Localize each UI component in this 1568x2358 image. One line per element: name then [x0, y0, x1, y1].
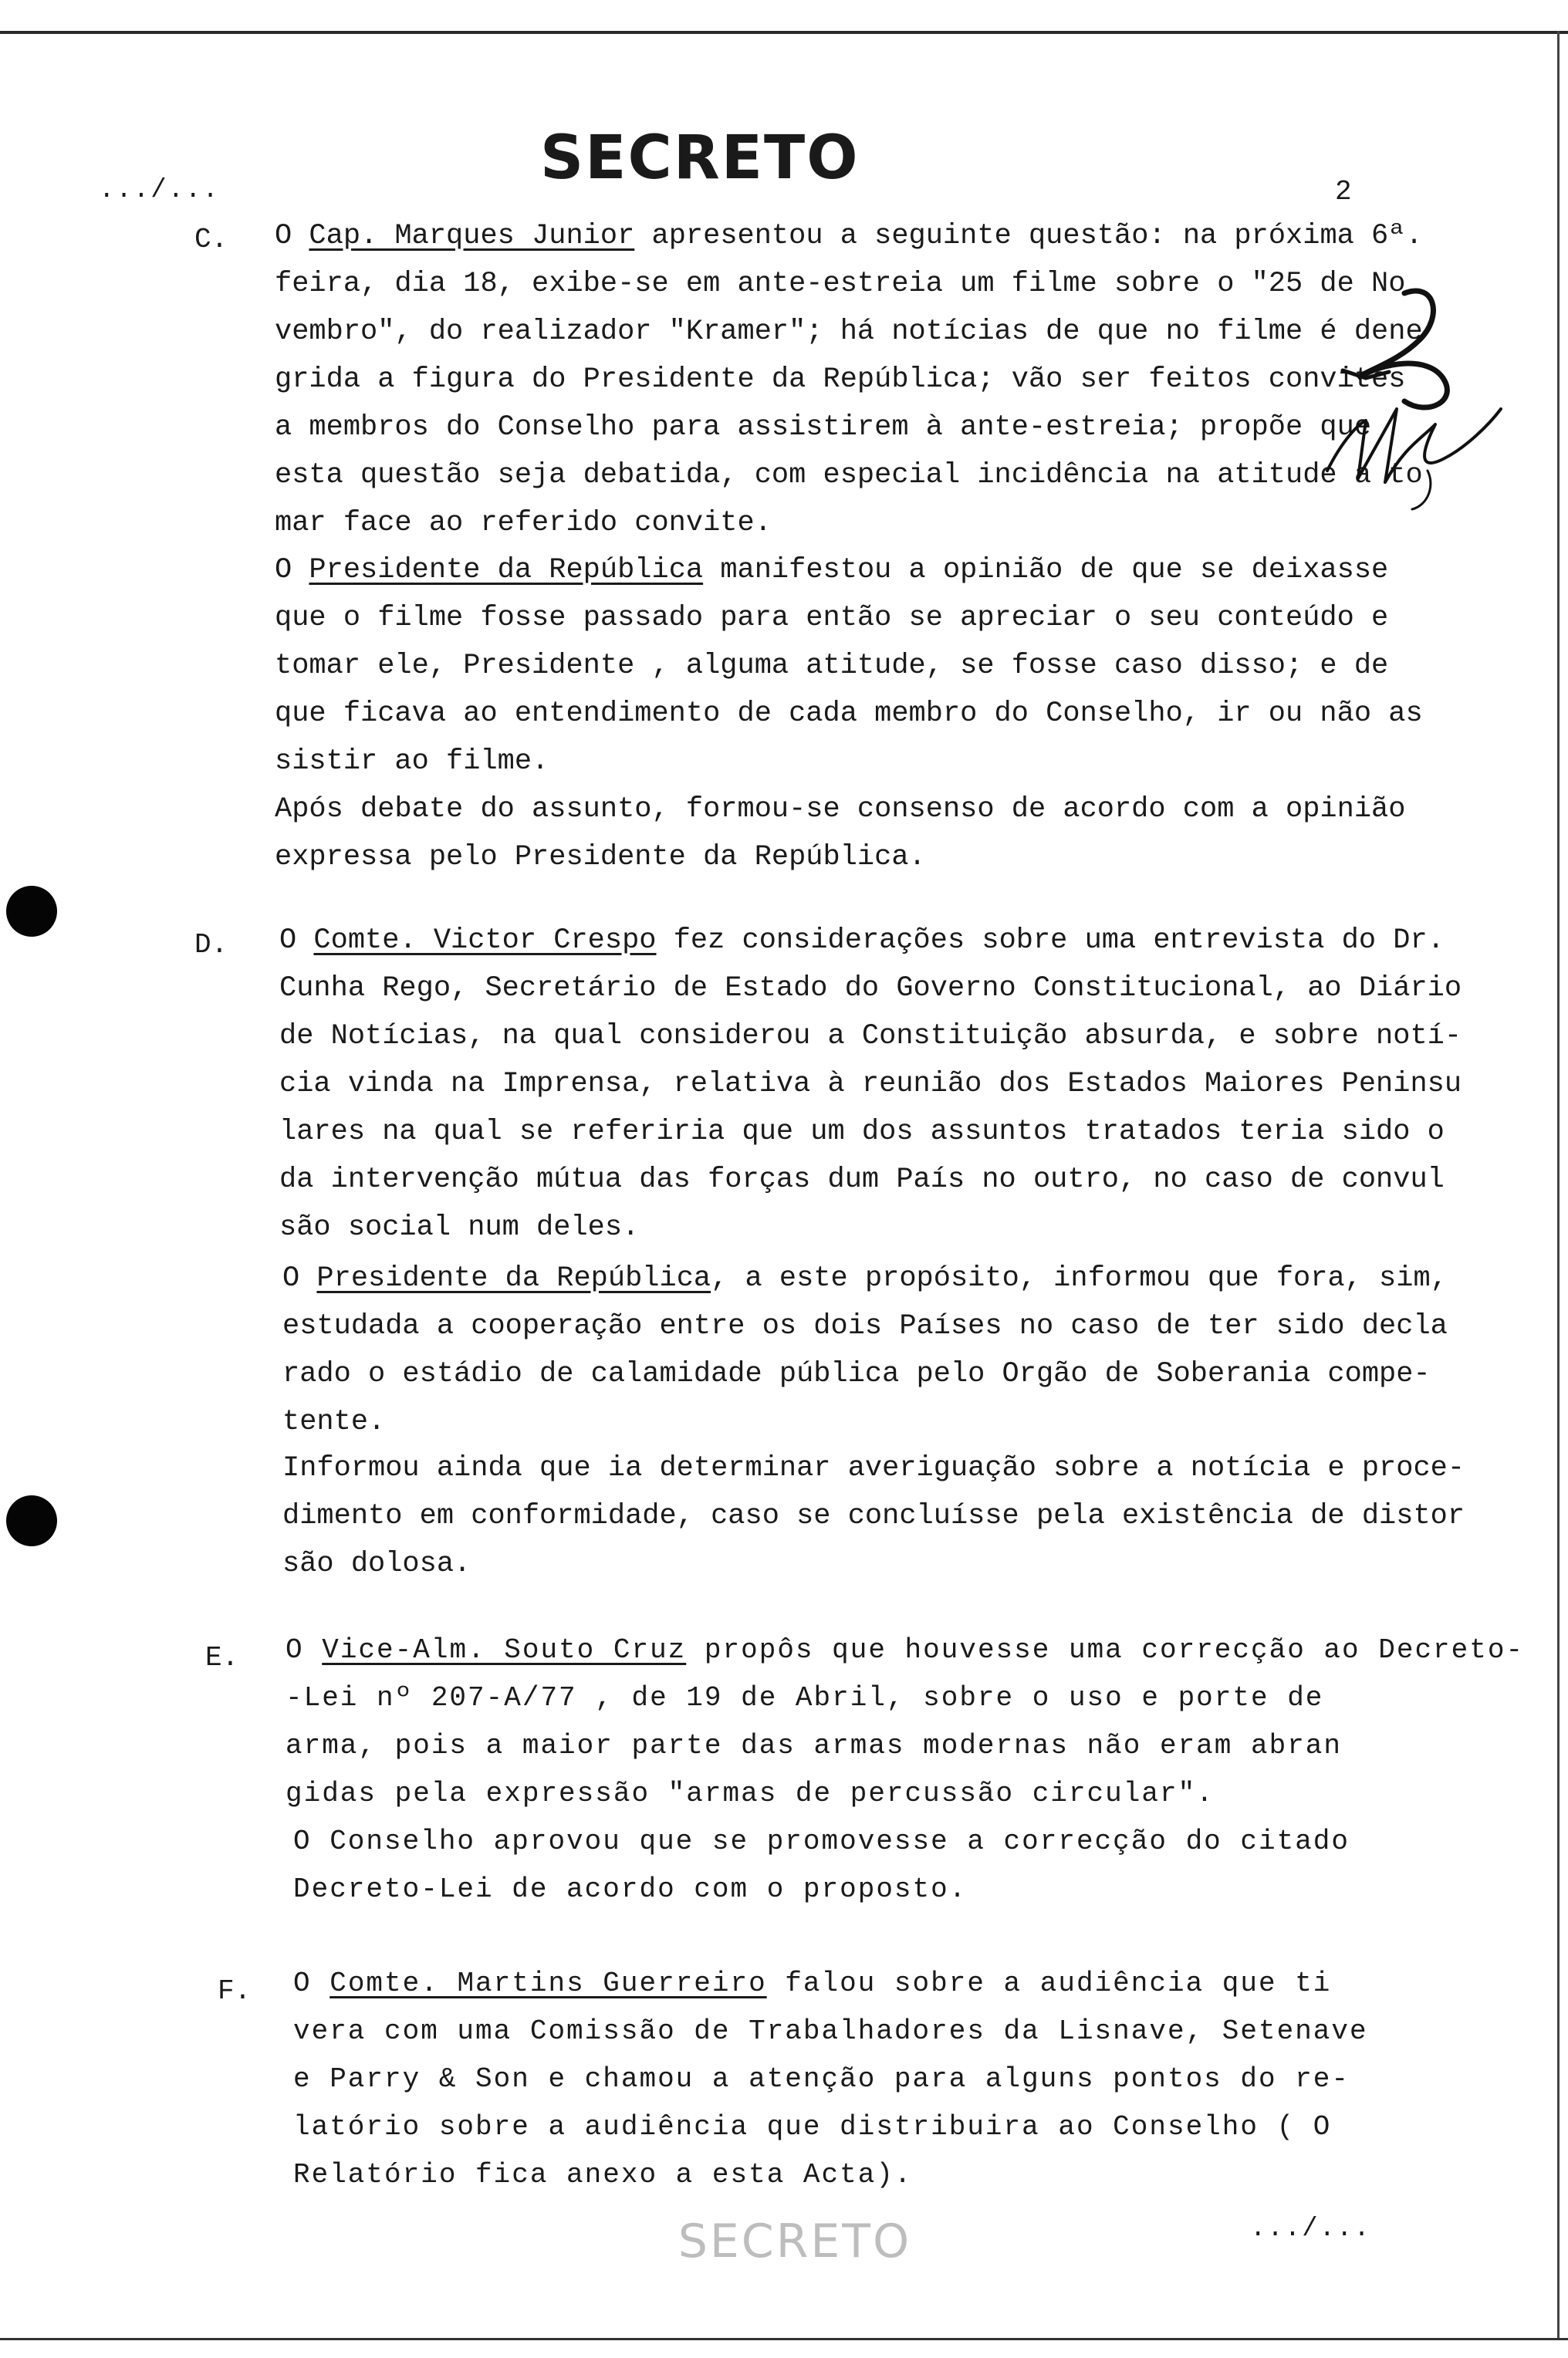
- speaker-name: Presidente da República: [316, 1262, 711, 1295]
- speaker-name: Cap. Marques Junior: [309, 220, 635, 252]
- section-f-paragraph-1: O Comte. Martins Guerreiro falou sobre a audiência que ti vera com uma Comissão de Trabalhadores da Lisnave, Setenave e Parry & Son e chamou a atenção para alguns pontos do re- latório sobre a audiência que distribuira ao Conselho ( O Relatório fica anexo a esta Acta).: [293, 1968, 1368, 2191]
- page-number: 2: [1335, 176, 1352, 208]
- speaker-name: Vice-Alm. Souto Cruz: [322, 1634, 687, 1666]
- continuation-marker-top: .../...: [99, 176, 220, 205]
- right-edge-line: [1557, 31, 1560, 2338]
- section-d-paragraph-2: O Presidente da República, a este propósito, informou que fora, sim, estudada a cooperação entre os dois Países no caso de ter sido decla rado o estádio de calamidade pública pelo Orgão de Soberania compe- tente.: [282, 1262, 1448, 1438]
- section-d-paragraph-1: O Comte. Victor Crespo fez considerações sobre uma entrevista do Dr. Cunha Rego, Secretário de Estado do Governo Constitucional, ao Diário de Notícias, na qual considerou a Constituição absurda, e sobre notí- cia vinda na Imprensa, relativa à reunião dos Estados Maiores Peninsu lares na qual se referiria que um dos assuntos tratados teria sido o da intervenção mútua das forças dum País no outro, no caso de convul são social num deles.: [279, 924, 1462, 1244]
- punch-hole: [6, 886, 57, 937]
- section-letter-f: F.: [218, 1975, 252, 2007]
- classification-stamp: SECRETO: [540, 123, 860, 193]
- section-letter-c: C.: [194, 224, 228, 255]
- section-e-paragraph-2: O Conselho aprovou que se promovesse a correcção do citado Decreto-Lei de acordo com o proposto.: [293, 1826, 1350, 1905]
- handwritten-initials-signature: [1312, 285, 1512, 517]
- section-c-paragraph-1: O Cap. Marques Junior apresentou a seguinte questão: na próxima 6ª. feira, dia 18, exibe-se em ante-estreia um filme sobre o "25 de No vembro", do realizador "Kramer"; há notícias de que no filme é dene grida a figura do Presidente da República; vão ser feitos convites a membros do Conselho para assistirem à ante-estreia; propõe que esta questão seja debatida, com especial incidência na atitude a to mar face ao referido convite.: [275, 220, 1423, 539]
- section-c-paragraph-3: Após debate do assunto, formou-se consenso de acordo com a opinião expressa pelo Presidente da República.: [275, 793, 1406, 873]
- speaker-name: Presidente da República: [309, 554, 704, 586]
- section-e-paragraph-1: O Vice-Alm. Souto Cruz propôs que houvesse uma correcção ao Decreto- -Lei nº 207-A/77 , de 19 de Abril, sobre o uso e porte de arma, pois a maior parte das armas modernas não eram abran gidas pela expressão "armas de percussão circular".: [286, 1634, 1525, 1809]
- section-c-paragraph-2: O Presidente da República manifestou a opinião de que se deixasse que o filme fosse passado para então se apreciar o seu conteúdo e tomar ele, Presidente , alguma atitude, se fosse caso disso; e de que ficava ao entendimento de cada membro do Conselho, ir ou não as sistir ao filme.: [275, 554, 1423, 778]
- section-letter-d: D.: [194, 929, 228, 961]
- punch-hole: [6, 1495, 57, 1546]
- section-letter-e: E.: [205, 1642, 239, 1674]
- top-edge-line: [0, 31, 1568, 34]
- speaker-name: Comte. Martins Guerreiro: [329, 1968, 767, 1999]
- section-d-paragraph-3: Informou ainda que ia determinar averiguação sobre a notícia e proce- dimento em conformidade, caso se concluísse pela existência de distor são dolosa.: [282, 1452, 1465, 1580]
- speaker-name: Comte. Victor Crespo: [313, 924, 657, 957]
- classification-stamp-faded: SECRETO: [678, 2214, 912, 2268]
- bottom-edge-line: [0, 2338, 1568, 2340]
- continuation-marker-bottom: .../...: [1250, 2214, 1371, 2244]
